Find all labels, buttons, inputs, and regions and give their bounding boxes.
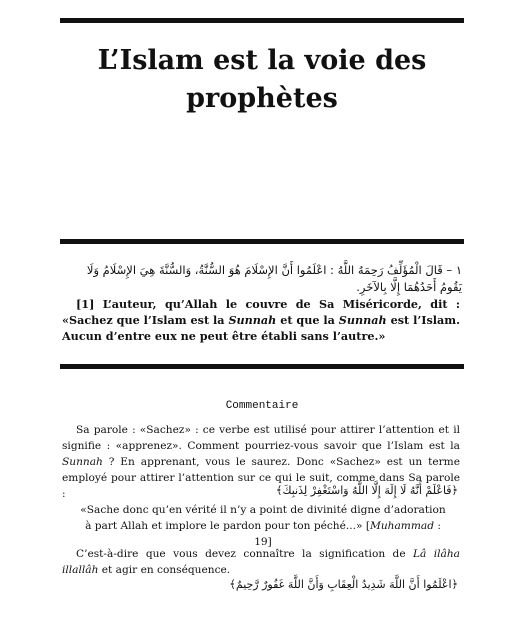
- hadith-sunnah-1: Sunnah: [228, 313, 277, 327]
- top-rule: [60, 18, 464, 23]
- section-rule-top: [60, 239, 464, 244]
- commentary-paragraph-2: [62, 546, 460, 578]
- quran-verse-1: ﴿فَاعْلَمْ أَنَّهُ لَا إِلَهَ إِلَّا اللَّهُ وَاسْتَغْفِرْ لِذَنبِكَ﴾: [276, 484, 458, 497]
- section-rule-bottom: [60, 364, 464, 369]
- hadith-part-2: est l’Islam. Aucun d’entre eux ne peut être établi sans l’autre.»: [62, 313, 460, 343]
- quote-text-a: «Sache donc qu’en vérité il n’y a point de divinité digne d’adoration à part Allah et implore le pardon pour ton péché...» [: [80, 504, 446, 532]
- arabic-quote: ١ – قَالَ الْمُؤَلِّفُ رَحِمَهُ اللَّهُ : اعْلَمُوا أَنَّ الإِسْلَامَ هُوَ السُّنَّةُ، وَالسُّنَّةَ هِيَ الإِسْلَامُ وَلَا يَقُومُ أَحَدُهُمَا إِلَّا بِالآخَرِ.: [86, 263, 462, 294]
- chapter-title: L’Islam est la voie des prophètes: [97, 45, 427, 114]
- para1-text-a: Sa parole : «Sachez» : ce verbe est utilisé pour attirer l’attention et il signifie : «apprenez». Comment pourriez-vous savoir que l’Islam est la: [62, 424, 460, 452]
- para2-text-b: et agir en conséquence.: [98, 564, 231, 576]
- verse-translation: [78, 502, 448, 550]
- hadith-translation: [62, 296, 460, 344]
- hadith-sunnah-2: Sunnah: [338, 313, 387, 327]
- para1-sunnah: Sunnah: [62, 456, 103, 468]
- hadith-part-1: [1] L’auteur, qu’Allah le couvre de Sa Miséricorde, dit : «Sachez que l’Islam est la: [62, 297, 460, 327]
- quran-verse-2: ﴿اعْلَمُوا أَنَّ اللَّهَ شَدِيدُ الْعِقَابِ وَأَنَّ اللَّهَ غَفُورٌ رَّحِيمٌ﴾: [229, 578, 458, 591]
- para2-shahada: Lâ ilâha illallâh: [62, 548, 460, 576]
- para2-text-a: C’est-à-dire que vous devez connaître la signification de: [76, 548, 413, 560]
- quote-text-b: : 19]: [254, 520, 441, 548]
- para1-text-b: ? En apprenant, vous le saurez. Donc «Sachez» est un terme employé pour attirer l’attention sur ce qui le suit, comme dans Sa parole :: [62, 456, 460, 500]
- quote-surah: Muhammad: [369, 520, 434, 532]
- hadith-connector: et que la: [276, 313, 339, 327]
- commentary-heading: Commentaire: [225, 400, 299, 412]
